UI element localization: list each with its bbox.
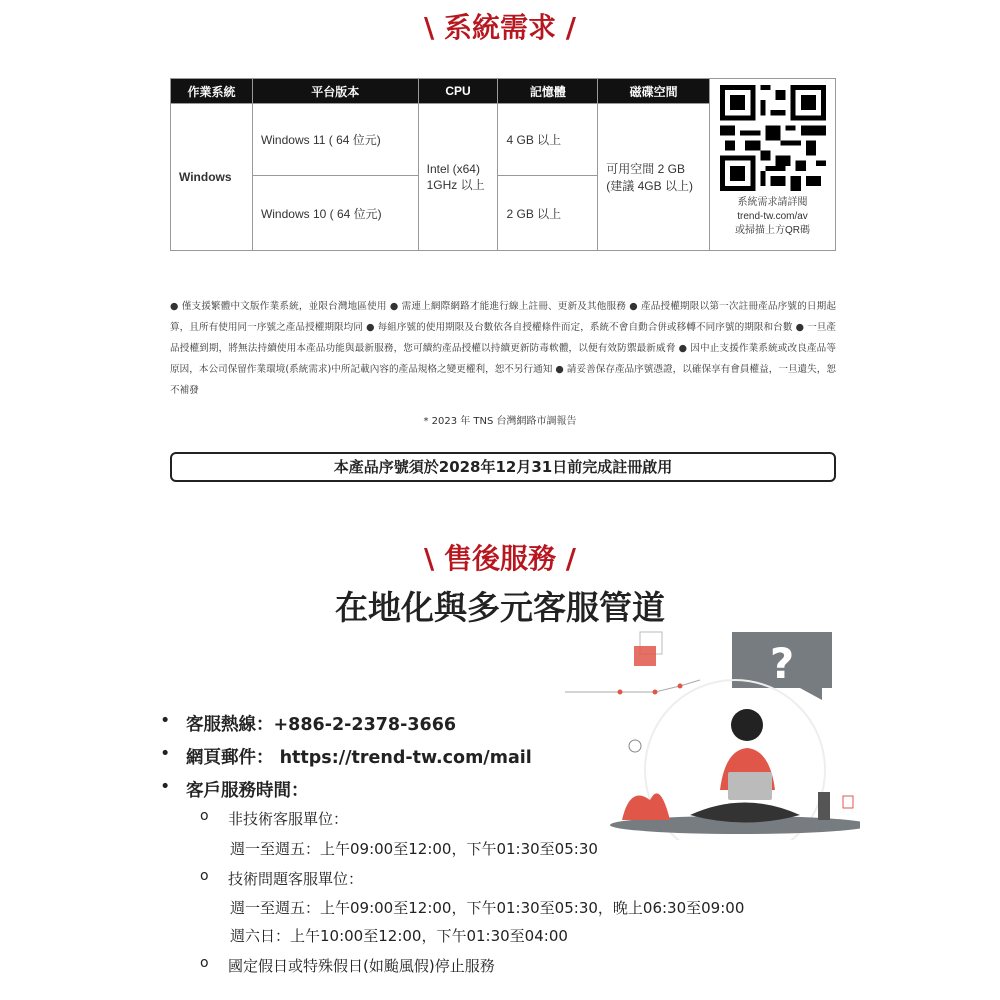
header-cpu: CPU (418, 79, 498, 104)
tech-weekend-hours: 週六日：上午10:00至12:00，下午01:30至04:00 (230, 927, 568, 945)
cpu-line-1: Intel (x64) (426, 161, 480, 176)
tech-label: 技術問題客服單位： (228, 870, 364, 888)
disk-line-1: 可用空間 2 GB (606, 162, 685, 176)
registration-deadline-banner: 本產品序號須於2028年12月31日前完成註冊啟用 (170, 452, 836, 482)
system-requirements-title: \ 系統需求 / (424, 11, 576, 44)
nontech-label: 非技術客服單位： (228, 810, 349, 828)
tech-weekday-hours: 週一至週五：上午09:00至12:00，下午01:30至05:30，晚上06:30至09:00 (230, 899, 745, 917)
header-platform: 平台版本 (252, 79, 418, 104)
qr-code-icon (720, 85, 826, 191)
after-sales-title: \ 售後服務 / (424, 542, 576, 575)
footnote: * 2023 年 TNS 台灣網路市調報告 (423, 416, 577, 427)
customer-service-illustration (560, 620, 860, 840)
header-disk: 磁碟空間 (598, 79, 710, 104)
platform-win10: Windows 10 ( 64 位元) (252, 176, 418, 251)
qr-cell (710, 79, 836, 251)
notes-paragraph: ● 僅支援繁體中文版作業系統，並限台灣地區使用 ● 需連上網際網路才能進行線上註冊、更新及其他服務 ● 產品授權期限以第一次註冊產品序號的日期起算，且所有使用同一序號之產品授權期限均同 ● 每組序號的使用期限及台數依各自授權條件而定，系統不會自動合併或移轉不同序號的期限和台數 ● 一旦產品授權到期，將無法持續使用本產品功能與最新服務，您可續約產品授權以持續更新防毒軟體，以便有效防禦最新威脅 ● 因中止支援作業系統或改良產品等原因，本公司保留作業環境(系統需求)中所記載內容的產品規格之變更權利，恕不另行通知 ● 請妥善保存產品序號憑證，以確保享有會員權益，一旦遺失，恕不補發 (170, 301, 836, 396)
qr-caption-1: 系統需求請詳閱 (737, 197, 808, 208)
os-windows: Windows (171, 104, 253, 251)
hotline: 客服熱線：+886-2-2378-3666 (186, 715, 457, 735)
qr-caption-3: 或掃描上方QR碼 (735, 225, 811, 236)
cpu-cell (418, 104, 498, 251)
memory-win10: 2 GB 以上 (498, 176, 598, 251)
header-os: 作業系統 (171, 79, 253, 104)
holiday-notice: 國定假日或特殊假日(如颱風假)停止服務 (228, 957, 495, 975)
header-memory: 記憶體 (498, 79, 598, 104)
memory-win11: 4 GB 以上 (498, 104, 598, 176)
qr-caption-2: trend-tw.com/av (737, 211, 808, 222)
disk-line-2: (建議 4GB 以上) (606, 179, 693, 193)
after-sales-subtitle: 在地化與多元客服管道 (335, 588, 665, 627)
svg-text:?: ? (769, 639, 795, 688)
email-link[interactable]: 網頁郵件： https://trend-tw.com/mail (186, 748, 532, 768)
requirements-table (170, 78, 836, 251)
service-hours-label: 客戶服務時間： (186, 781, 309, 801)
cpu-line-2: 1GHz 以上 (426, 177, 485, 192)
nontech-hours: 週一至週五：上午09:00至12:00，下午01:30至05:30 (230, 840, 598, 858)
platform-win11: Windows 11 ( 64 位元) (252, 104, 418, 176)
disk-cell (598, 104, 710, 251)
square-icon (634, 646, 656, 666)
